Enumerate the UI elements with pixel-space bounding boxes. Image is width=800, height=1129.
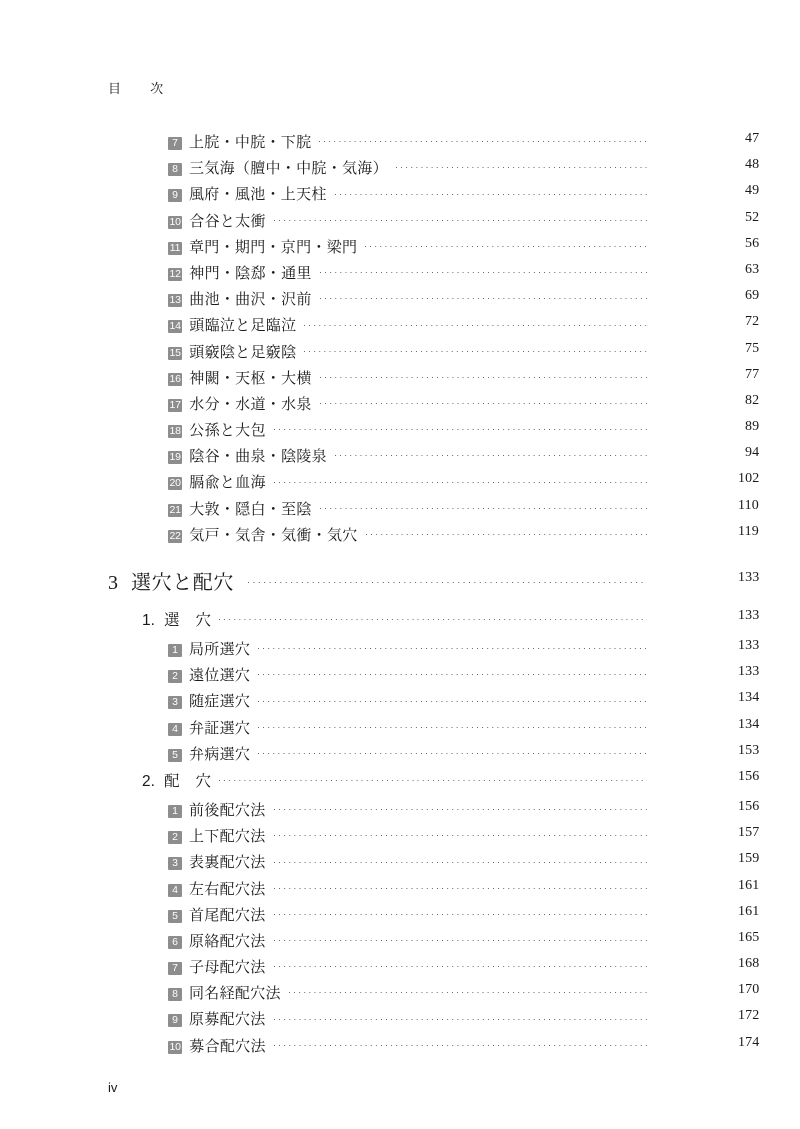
toc-entry-item[interactable] — [0, 1035, 800, 1061]
item-number-badge: 2 — [168, 670, 182, 683]
toc-entry-label: 公孫と大包 — [189, 423, 266, 440]
toc-entry-item[interactable] — [0, 131, 800, 157]
item-number-badge: 3 — [168, 696, 182, 709]
toc-entry-label: 三気海（膻中・中脘・気海） — [189, 161, 388, 178]
toc-entry-label: 上下配穴法 — [189, 829, 266, 846]
item-number-badge: 17 — [169, 398, 181, 411]
item-number-badge: 2 — [168, 831, 182, 844]
page-number: 165 — [738, 929, 760, 945]
toc-entry-label: 子母配穴法 — [189, 960, 266, 977]
item-number-badge: 16 — [169, 372, 181, 385]
toc-entry-item[interactable] — [0, 664, 800, 690]
toc-entry-label: 膈兪と血海 — [189, 475, 266, 492]
dot-leader — [248, 573, 647, 589]
toc-entry-chapter[interactable] — [0, 566, 800, 604]
page-number: 77 — [745, 366, 760, 382]
item-number-badge: 9 — [168, 189, 182, 202]
toc-entry-item[interactable] — [0, 236, 800, 262]
dot-leader — [366, 524, 647, 540]
toc-entry-item[interactable] — [0, 717, 800, 743]
toc-entry-label: 曲池・曲沢・沢前 — [189, 292, 312, 309]
toc-entry-item[interactable] — [0, 690, 800, 716]
toc-entry-label: 神門・陰郄・通里 — [189, 265, 312, 282]
table-of-contents — [0, 131, 800, 1061]
dot-leader — [258, 664, 647, 680]
page-number: 157 — [738, 825, 760, 841]
item-number-badge: 21 — [169, 503, 181, 516]
page-number: 134 — [738, 716, 760, 732]
toc-entry-item[interactable] — [0, 904, 800, 930]
dot-leader — [396, 157, 647, 173]
toc-entry-item[interactable] — [0, 419, 800, 445]
item-number-badge: 19 — [169, 451, 181, 464]
toc-entry-item[interactable] — [0, 524, 800, 550]
section-number: 2. — [142, 772, 155, 790]
page-number: 156 — [738, 798, 760, 814]
dot-leader — [274, 471, 647, 487]
toc-entry-label: 弁証選穴 — [189, 720, 251, 737]
section-title: 選 穴 — [163, 612, 212, 629]
section-title: 配 穴 — [163, 772, 212, 790]
toc-entry-item[interactable] — [0, 930, 800, 956]
running-head: 目 次 — [108, 81, 172, 96]
item-number-badge: 18 — [169, 425, 181, 438]
page-number: 161 — [738, 903, 760, 919]
page-number: 133 — [738, 664, 760, 680]
chapter-title: 選穴と配穴 — [131, 572, 234, 594]
toc-entry-item[interactable] — [0, 183, 800, 209]
item-number-badge: 10 — [169, 1040, 181, 1053]
toc-entry-label: 神闕・天枢・大横 — [189, 370, 312, 387]
item-number-badge: 6 — [168, 936, 182, 949]
toc-entry-label: 大敦・隠白・至陰 — [189, 501, 312, 518]
page-number: 156 — [738, 768, 760, 784]
dot-leader — [258, 638, 647, 654]
item-number-badge: 7 — [168, 137, 182, 150]
toc-entry-label: 原絡配穴法 — [189, 933, 266, 950]
section-number: 1. — [142, 612, 155, 629]
toc-entry-section[interactable] — [0, 769, 800, 799]
item-number-badge: 3 — [168, 857, 182, 870]
item-number-badge: 7 — [168, 962, 182, 975]
item-number-badge: 15 — [169, 346, 181, 359]
toc-entry-label: 募合配穴法 — [189, 1038, 266, 1055]
page-number: 49 — [745, 183, 760, 199]
toc-entry-item[interactable] — [0, 1008, 800, 1034]
toc-entry-label: 随症選穴 — [189, 694, 251, 711]
page-number: 159 — [738, 851, 760, 867]
item-number-badge: 14 — [169, 320, 181, 333]
item-number-badge: 20 — [169, 477, 181, 490]
toc-entry-label: 頭竅陰と足竅陰 — [189, 344, 297, 361]
toc-entry-item[interactable] — [0, 799, 800, 825]
page-number: 133 — [738, 608, 760, 623]
dot-leader — [274, 930, 647, 946]
page-number: 52 — [745, 209, 760, 225]
dot-leader — [320, 262, 647, 278]
dot-leader — [219, 609, 647, 625]
dot-leader — [258, 717, 647, 733]
page-number: 69 — [745, 288, 760, 304]
toc-entry-label: 左右配穴法 — [189, 881, 266, 898]
toc-entry-item[interactable] — [0, 393, 800, 419]
item-number-badge: 9 — [168, 1014, 182, 1027]
toc-entry-item[interactable] — [0, 288, 800, 314]
dot-leader — [274, 851, 647, 867]
dot-leader — [219, 770, 647, 786]
dot-leader — [320, 393, 647, 409]
toc-entry-item[interactable] — [0, 956, 800, 982]
dot-leader — [274, 210, 647, 226]
dot-leader — [274, 799, 647, 815]
item-number-badge: 22 — [169, 529, 181, 542]
toc-entry-label: 合谷と太衝 — [189, 213, 266, 230]
dot-leader — [320, 498, 647, 514]
page-number: 133 — [738, 570, 760, 586]
toc-entry-label: 首尾配穴法 — [189, 907, 266, 924]
dot-leader — [274, 956, 647, 972]
page-number: 48 — [745, 157, 760, 173]
folio-page-number: iv — [108, 1080, 118, 1095]
item-number-badge: 10 — [169, 215, 181, 228]
page-number: 94 — [745, 445, 760, 461]
toc-entry-label: 陰谷・曲泉・陰陵泉 — [189, 449, 327, 466]
toc-entry-label: 風府・風池・上天柱 — [189, 187, 327, 204]
item-number-badge: 8 — [168, 988, 182, 1001]
page-number: 56 — [745, 235, 760, 251]
toc-entry-label: 表裏配穴法 — [189, 855, 266, 872]
toc-entry-item[interactable] — [0, 262, 800, 288]
dot-leader — [274, 419, 647, 435]
toc-entry-item[interactable] — [0, 498, 800, 524]
dot-leader — [274, 878, 647, 894]
page-number: 153 — [738, 742, 760, 758]
toc-entry-label: 頭臨泣と足臨泣 — [189, 318, 297, 335]
toc-entry-label: 原募配穴法 — [189, 1012, 266, 1029]
item-number-badge: 5 — [168, 910, 182, 923]
page-number: 170 — [738, 982, 760, 998]
page-number: 172 — [738, 1008, 760, 1024]
dot-leader — [365, 236, 647, 252]
toc-entry-item[interactable] — [0, 157, 800, 183]
toc-entry-item[interactable] — [0, 471, 800, 497]
item-number-badge: 12 — [169, 267, 181, 280]
page-number: 47 — [745, 131, 760, 146]
page-number: 89 — [745, 419, 760, 435]
toc-entry-label: 局所選穴 — [189, 642, 251, 658]
toc-entry-item[interactable] — [0, 314, 800, 340]
item-number-badge: 4 — [168, 723, 182, 736]
toc-entry-label: 章門・期門・京門・梁門 — [189, 239, 358, 256]
toc-entry-label: 遠位選穴 — [189, 668, 251, 685]
toc-entry-label: 水分・水道・水泉 — [189, 396, 312, 413]
toc-entry-item[interactable] — [0, 445, 800, 471]
toc-entry-label: 同名経配穴法 — [189, 986, 281, 1003]
toc-entry-item[interactable] — [0, 982, 800, 1008]
dot-leader — [258, 690, 647, 706]
dot-leader — [274, 1008, 647, 1024]
dot-leader — [320, 288, 647, 304]
chapter-number: 3 — [108, 572, 118, 594]
dot-leader — [258, 743, 647, 759]
dot-leader — [335, 445, 647, 461]
item-number-badge: 4 — [168, 884, 182, 897]
page-number: 161 — [738, 877, 760, 893]
page-number: 174 — [738, 1034, 760, 1050]
toc-entry-item[interactable] — [0, 743, 800, 769]
toc-entry-item[interactable] — [0, 210, 800, 236]
page-number: 119 — [738, 523, 759, 539]
page-number: 82 — [745, 392, 760, 408]
page-number: 110 — [738, 497, 759, 513]
page-number: 63 — [745, 261, 760, 277]
toc-entry-item[interactable] — [0, 341, 800, 367]
toc-entry-label: 弁病選穴 — [189, 746, 251, 763]
item-number-badge: 13 — [169, 294, 181, 307]
dot-leader — [274, 1035, 647, 1051]
item-number-badge: 11 — [169, 241, 181, 254]
dot-leader — [274, 904, 647, 920]
dot-leader — [304, 314, 647, 330]
dot-leader — [320, 367, 647, 383]
toc-entry-label: 気戸・気舎・気衝・気穴 — [189, 527, 358, 544]
toc-entry-item[interactable] — [0, 638, 800, 664]
page-number: 75 — [745, 340, 760, 356]
page-number: 102 — [738, 471, 760, 487]
page-number: 168 — [738, 956, 760, 972]
toc-entry-item[interactable] — [0, 367, 800, 393]
toc-entry-label: 前後配穴法 — [189, 802, 266, 819]
item-number-badge: 1 — [168, 805, 182, 818]
item-number-badge: 8 — [168, 163, 182, 176]
dot-leader — [319, 131, 647, 147]
toc-entry-label: 上脘・中脘・下脘 — [189, 135, 312, 151]
vertical-spacer — [0, 550, 800, 566]
toc-entry-section[interactable] — [0, 608, 800, 638]
item-number-badge: 1 — [168, 644, 182, 657]
page-number: 133 — [738, 638, 760, 653]
page-number: 134 — [738, 690, 760, 706]
page-number: 72 — [745, 314, 760, 330]
dot-leader — [304, 341, 647, 357]
toc-entry-item[interactable] — [0, 825, 800, 851]
item-number-badge: 5 — [168, 749, 182, 762]
dot-leader — [335, 183, 647, 199]
dot-leader — [289, 982, 647, 998]
dot-leader — [274, 825, 647, 841]
toc-entry-item[interactable] — [0, 851, 800, 877]
toc-entry-item[interactable] — [0, 878, 800, 904]
